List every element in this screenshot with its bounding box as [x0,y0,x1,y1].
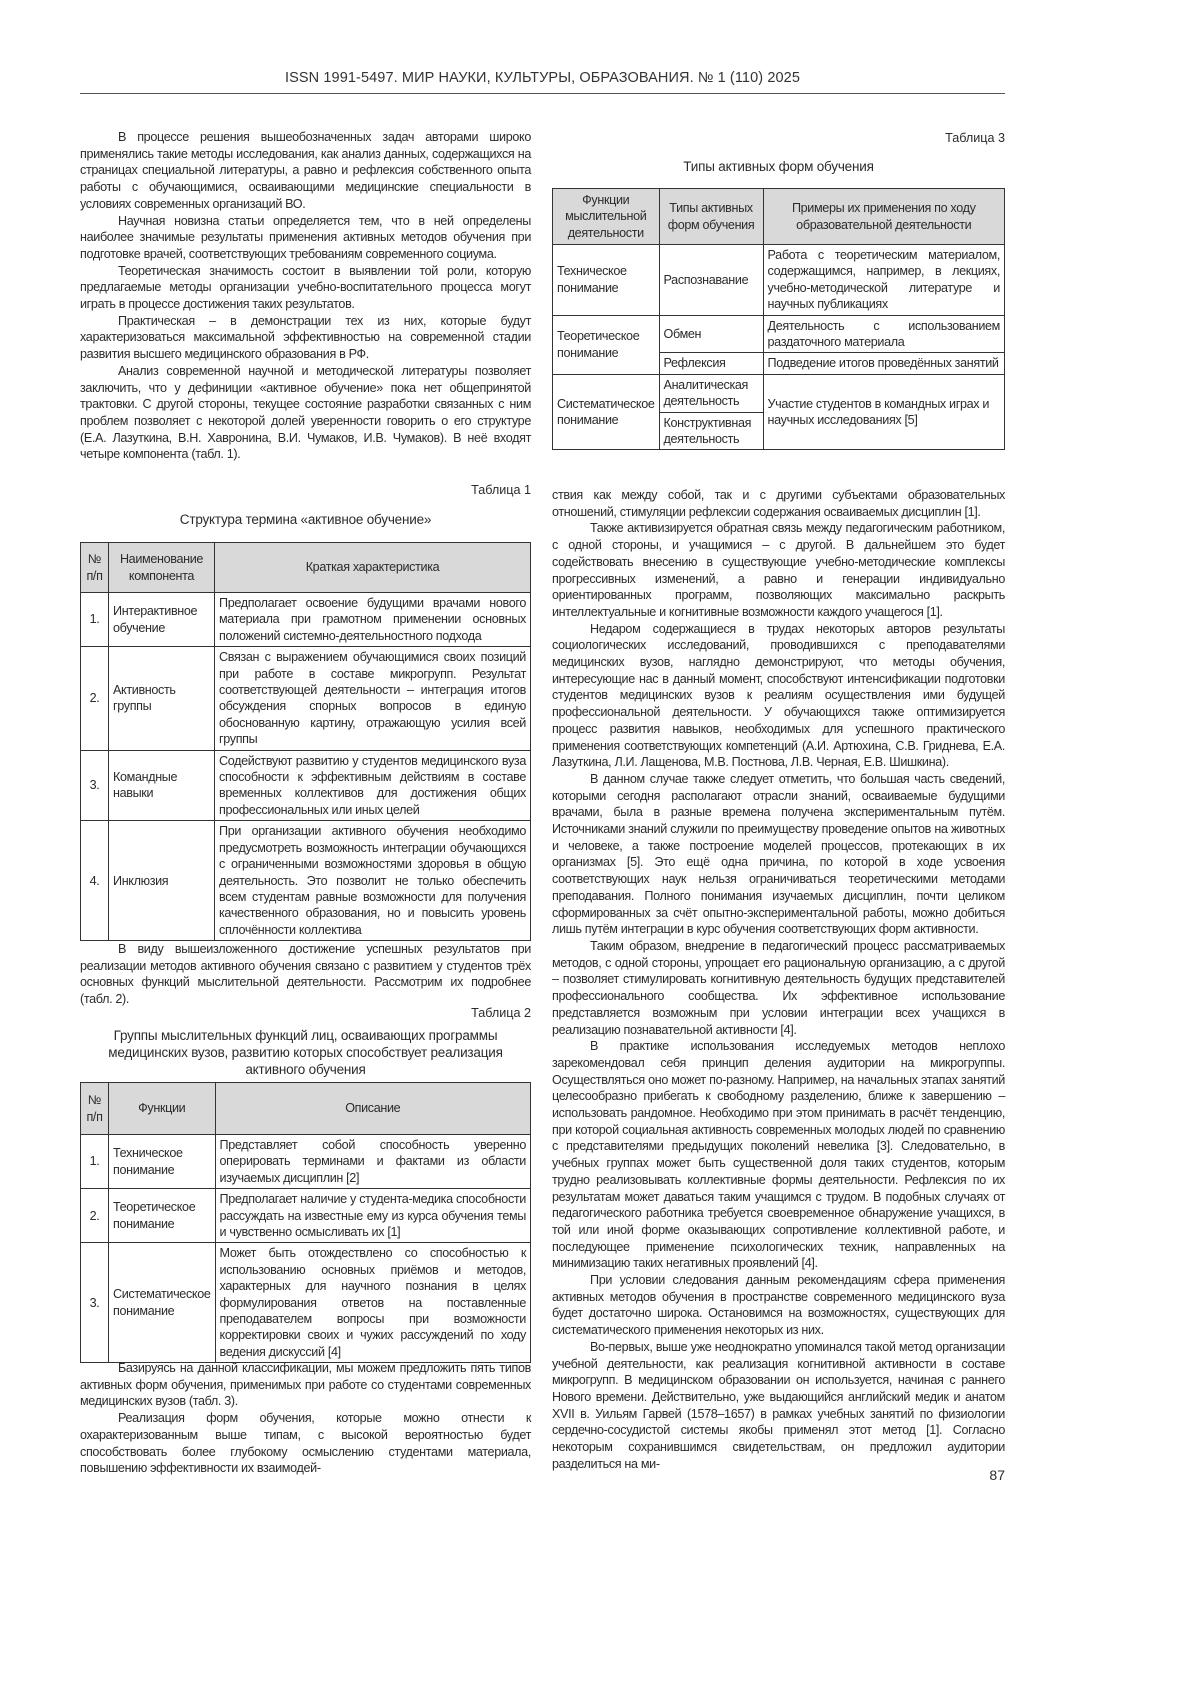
paragraph: Теоретическая значимость состоит в выявлении той роли, которую предлагаемые методы организации учебно-воспитательного процесса могут играть в процессе достижения таких результатов. [80,263,531,313]
paragraph: ствия как между собой, так и с другими субъектами образовательных отношений, стимуляции рефлексии содержания осваиваемых дисциплин [1]. [552,487,1005,520]
header-cell: № п/п [81,543,109,593]
right-body-text [552,487,1005,1472]
paragraph: В процессе решения вышеобозначенных задач авторами широко применялись такие методы исследования, как анализ данных, содержащихся на страницах специальной литературы, а равно и рефлексия собственного опыта работы с обучающимися, осваивающими медицинские специальности в условиях современных организаций ВО. [80,129,531,213]
header-cell: № п/п [81,1083,109,1135]
thinking-function: Систематическое понимание [553,374,660,450]
table3-title: Типы активных форм обучения [552,158,1005,175]
table3 [552,188,1005,450]
left-bottom-text [80,1360,531,1477]
row-number: 2. [81,1189,109,1243]
component-name: Инклюзия [109,821,215,941]
page-number: 87 [960,1467,1005,1483]
table1-title: Структура термина «активное обучение» [80,511,531,528]
component-name: Командные навыки [109,750,215,821]
table-row [553,245,1005,316]
left-intro-text [80,129,531,463]
paragraph: Во-первых, выше уже неоднократно упоминался такой метод организации учебной деятельности, как реализация когнитивной активности в составе микрогрупп. В медицинском образовании он используется, начиная с раннего Нового времени. Действительно, уже выдающийся английский медик и анатом XVII в. Уильям Гарвей (1578–1657) в рамках учебных занятий по физиологии сердечно-сосудистой системы якобы применял этот метод [1]. Согласно некоторым сохранившимся свидетельствам, он предложил аудитории разделиться на ми- [552,1339,1005,1473]
table-row [81,1135,531,1189]
header-cell: Примеры их применения по ходу образовательной деятельности [763,189,1004,245]
paragraph: Практическая – в демонстрации тех из них, которые будут характеризоваться максимальной эффективностью на современной стадии развития высшего медицинского образования в РФ. [80,313,531,363]
active-form-type: Конструктивная деятельность [659,412,763,450]
paragraph: Таким образом, внедрение в педагогический процесс рассматриваемых методов, с одной стороны, упрощает его рациональную организацию, а с другой – позволяет стимулировать когнитивную деятельность будущих представителей профессионального сообщества. Их эффективное использование представляется возможным при условии интеграции всех учащихся в реализацию познавательной активности [4]. [552,938,1005,1038]
table1-label: Таблица 1 [80,483,531,497]
component-name: Интерактивное обучение [109,593,215,647]
thinking-function: Техническое понимание [553,245,660,316]
header-cell: Описание [215,1083,530,1135]
row-number: 4. [81,821,109,941]
paragraph: Анализ современной научной и методической литературы позволяет заключить, что у дефиниции «активное обучение» пока нет общепринятой трактовки. С другой стороны, текущее состояние разработки связанных с ним проблем позволяет с некоторой долей уверенности говорить о его структуре (Е.А. Лазуткина, В.Н. Хавронина, В.И. Чумаков, И.В. Чумаков). В неё входят четыре компонента (табл. 1). [80,363,531,463]
paragraph: В виду вышеизложенного достижение успешных результатов при реализации методов активного обучения связано с развитием у студентов трёх основных функций мыслительной деятельности. Рассмотрим их подробнее (табл. 2). [80,941,531,1008]
paragraph: Также активизируется обратная связь между педагогическим работником, с одной стороны, и учащимися – с другой. В дальнейшем это будет содействовать внесению в существующие учебно-методические комплексы прогрессивных изменений, а равно и генерации индивидуально ориентированных программ, позволяющих максимально раскрыть интеллектуальные и когнитивные возможности каждого учащегося [1]. [552,520,1005,620]
table-row [81,1189,531,1243]
application-example: Подведение итогов проведённых занятий [763,353,1004,374]
active-form-type: Обмен [659,315,763,353]
paragraph: Реализация форм обучения, которые можно отнести к охарактеризованным выше типам, с высокой вероятностью будет способствовать более глубокому осмыслению студентами материала, повышению эффективности их взаимодей- [80,1410,531,1477]
left-middle-text [80,941,531,1008]
component-description: При организации активного обучения необходимо предусмотреть возможность интеграции обучающихся с ограниченными возможностями здоровья в общую деятельность. Это позволит не только обеспечить всем студентам равные возможности для получения качественного образования, но и повысить уровень сплочённости коллектива [215,821,531,941]
component-name: Активность группы [109,647,215,750]
table3-label: Таблица 3 [552,131,1005,145]
paragraph: Научная новизна статьи определяется тем, что в ней определены наиболее значимые результаты применения активных методов обучения при подготовке врачей, соответствующих требованиям современного социума. [80,213,531,263]
table-row [81,1243,531,1363]
paragraph: Базируясь на данной классификации, мы можем предложить пять типов активных форм обучения, применимых при работе со студентами современных медицинских вузов (табл. 3). [80,1360,531,1410]
component-description: Содействуют развитию у студентов медицинского вуза способности к эффективным действиям в составе временных коллективов для достижения общих профессиональных или иных целей [215,750,531,821]
paragraph: Недаром содержащиеся в трудах некоторых авторов результаты социологических исследований, проводившихся с преподавателями медицинских вузов, наглядно демонстрируют, что методы обучения, интересующие нас в данный момент, способствуют интенсификации подготовки студентов медицинских вузов к реалиям осуществления ими будущей профессиональной деятельности. У обучающихся также оптимизируется процесс развития навыков, необходимых для успешного практического применения соответствующих компетенций (А.И. Артюхина, С.В. Гриднева, Е.А. Лазуткина, Л.И. Лащенова, М.В. Постнова, Л.В. Черная, Е.В. Шишкина). [552,621,1005,771]
table2 [80,1082,531,1363]
header-cell: Типы активных форм обучения [659,189,763,245]
table2-title: Группы мыслительных функций лиц, осваивающих программы медицинских вузов, развитию которых способствует реализация активного обучения [80,1027,531,1078]
paragraph: В данном случае также следует отметить, что большая часть сведений, которыми сегодня располагают отрасли знаний, осваиваемые будущими врачами, была в разные времена получена экспериментальным путём. Источниками знаний служили по преимуществу проведение опытов на животных и человеке, а также построение моделей процессов, протекающих в их организмах [5]. Это ещё одна причина, по которой в ходе усвоения соответствующих наук нельзя ограничиваться теоретическими методами преподавания. Полного понимания изучаемых дисциплин, почти целиком сформированных за счёт опытно-экспериментальной работы, можно добиться лишь путём интеграции в курс обучения соответствующих форм активности. [552,771,1005,938]
paragraph: В практике использования исследуемых методов неплохо зарекомендовал себя принцип деления аудитории на микрогруппы. Осуществляться оно может по-разному. Например, на начальных этапах занятий целесообразно прибегать к свободному разделению, ближе к завершению – использовать рандомное. Необходимо при этом принимать в расчёт тенденцию, при которой социальная активность современных молодых людей по сравнению с представителями предыдущих поколений невелика [3]. Следовательно, в учебных группах может быть существенной доля таких студентов, которым трудно реализовывать коллективные формы деятельности. Рефлексия по их результатам может даваться таким учащимся с трудом. В подобных случаях от педагогического работника требуется своевременное обнаружение учащихся, в той или иной форме оказывающих сопротивление коллективной работе, и последующее применение психологических техник, направленных на минимизацию таких негативных проявлений [4]. [552,1038,1005,1272]
header-cell: Наименование компонента [109,543,215,593]
function-name: Теоретическое понимание [109,1189,216,1243]
function-name: Систематическое понимание [109,1243,216,1363]
active-form-type: Рефлексия [659,353,763,374]
application-example: Деятельность с использованием раздаточного материала [763,315,1004,353]
function-description: Может быть отождествлено со способностью к использованию основных приёмов и методов, характерных для научного познания в целях формулирования ответов на поставленные преподавателем вопросы при возможности корректировки своих и чужих рассуждений по ходу ведения дискуссий [4] [215,1243,530,1363]
table-row [553,374,1005,412]
table1 [80,542,531,941]
paragraph: При условии следования данным рекомендациям сфера применения активных методов обучения в пространстве современного медицинского вуза будет достаточно широка. Остановимся на возможностях, существующих для систематического применения некоторых из них. [552,1272,1005,1339]
table-row [81,750,531,821]
row-number: 1. [81,593,109,647]
function-description: Представляет собой способность уверенно оперировать терминами и фактами из области изучаемых дисциплин [2] [215,1135,530,1189]
row-number: 1. [81,1135,109,1189]
table-header-row [553,189,1005,245]
journal-header: ISSN 1991-5497. МИР НАУКИ, КУЛЬТУРЫ, ОБРАЗОВАНИЯ. № 1 (110) 2025 [80,70,1005,86]
component-description: Предполагает освоение будущими врачами нового материала при грамотном применении основных положений системно-деятельностного подхода [215,593,531,647]
row-number: 3. [81,1243,109,1363]
table-row [81,593,531,647]
header-divider [80,93,1005,94]
header-cell: Краткая характеристика [215,543,531,593]
table2-label: Таблица 2 [80,1006,531,1020]
component-description: Связан с выражением обучающимися своих позиций при работе в составе микрогрупп. Результат соответствующей деятельности – интеграция итогов обсуждения спорных вопросов в единую обоснованную картину, отражающую усилия всей группы [215,647,531,750]
row-number: 3. [81,750,109,821]
function-description: Предполагает наличие у студента-медика способности рассуждать на известные ему из курса обучения темы и чувственно осмысливать их [1] [215,1189,530,1243]
table-row [81,647,531,750]
row-number: 2. [81,647,109,750]
table-header-row [81,543,531,593]
thinking-function: Теоретическое понимание [553,315,660,374]
table-row [553,315,1005,353]
application-example: Работа с теоретическим материалом, содержащимся, например, в лекциях, учебно-методической литературе и научных публикациях [763,245,1004,316]
application-example: Участие студентов в командных играх и научных исследованиях [5] [763,374,1004,450]
function-name: Техническое понимание [109,1135,216,1189]
active-form-type: Аналитическая деятельность [659,374,763,412]
header-cell: Функции мыслительной деятельности [553,189,660,245]
active-form-type: Распознавание [659,245,763,316]
table-row [81,821,531,941]
table-header-row [81,1083,531,1135]
header-cell: Функции [109,1083,216,1135]
